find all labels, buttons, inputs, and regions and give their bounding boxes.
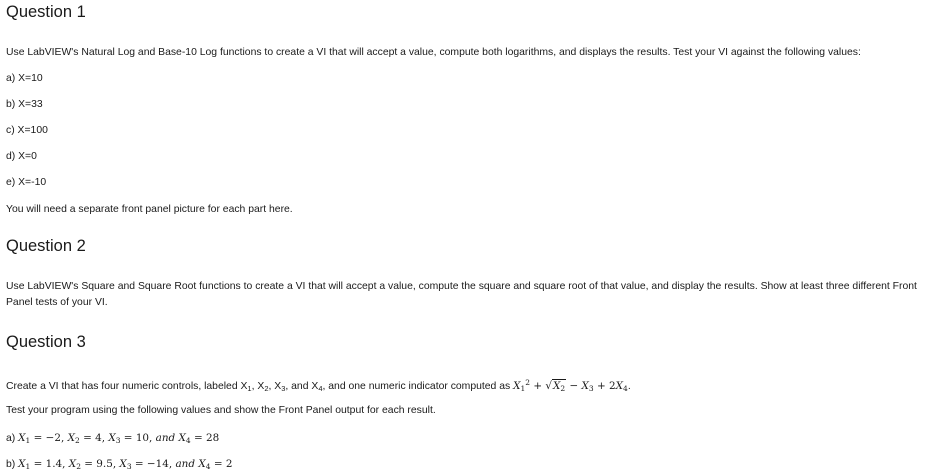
question-3-item-b: b) $X_1 = 1.4$, $X_2 = 9.5$, $X_3 = -14$, and $X_4 = 2$ — [6, 458, 233, 471]
question-1-item-a: a) X=10 — [6, 73, 43, 84]
question-3-heading: Question 3 — [6, 333, 86, 351]
question-1-heading: Question 1 — [6, 3, 86, 21]
question-1-item-b: b) X=33 — [6, 99, 43, 110]
formula: $X_1^2 + √X_2 - X_3 + 2X_4$ — [513, 378, 628, 393]
question-3-text: Create a VI that has four numeric controls, labeled $X_1$, $X_2$, $X_3$, and $X_4$, and one numeric indicator computed as $X_1^2 + √X_2 - X_3 + 2X_4$. — [6, 378, 631, 393]
question-3-test-line: Test your program using the following values and show the Front Panel output for each result. — [6, 405, 436, 416]
question-2-heading: Question 2 — [6, 237, 86, 255]
question-1-item-d: d) X=0 — [6, 151, 37, 162]
question-1-item-e: e) X=-10 — [6, 177, 47, 188]
question-1-intro: Use LabVIEW's Natural Log and Base-10 Log functions to create a VI that will accept a value, compute both logarithms, and displays the results. Test your VI against the following values: — [6, 47, 861, 58]
question-1-item-c: c) X=100 — [6, 125, 48, 136]
question-3-item-a: a) $X_1 = -2$, $X_2 = 4$, $X_3 = 10$, and $X_4 = 28$ — [6, 432, 220, 445]
question-2-text: Use LabVIEW's Square and Square Root functions to create a VI that will accept a value, compute the square and square root of that value, and display the results. Show at least three different Front Panel tests of your VI. — [6, 281, 917, 308]
question-1-note: You will need a separate front panel picture for each part here. — [6, 204, 293, 215]
